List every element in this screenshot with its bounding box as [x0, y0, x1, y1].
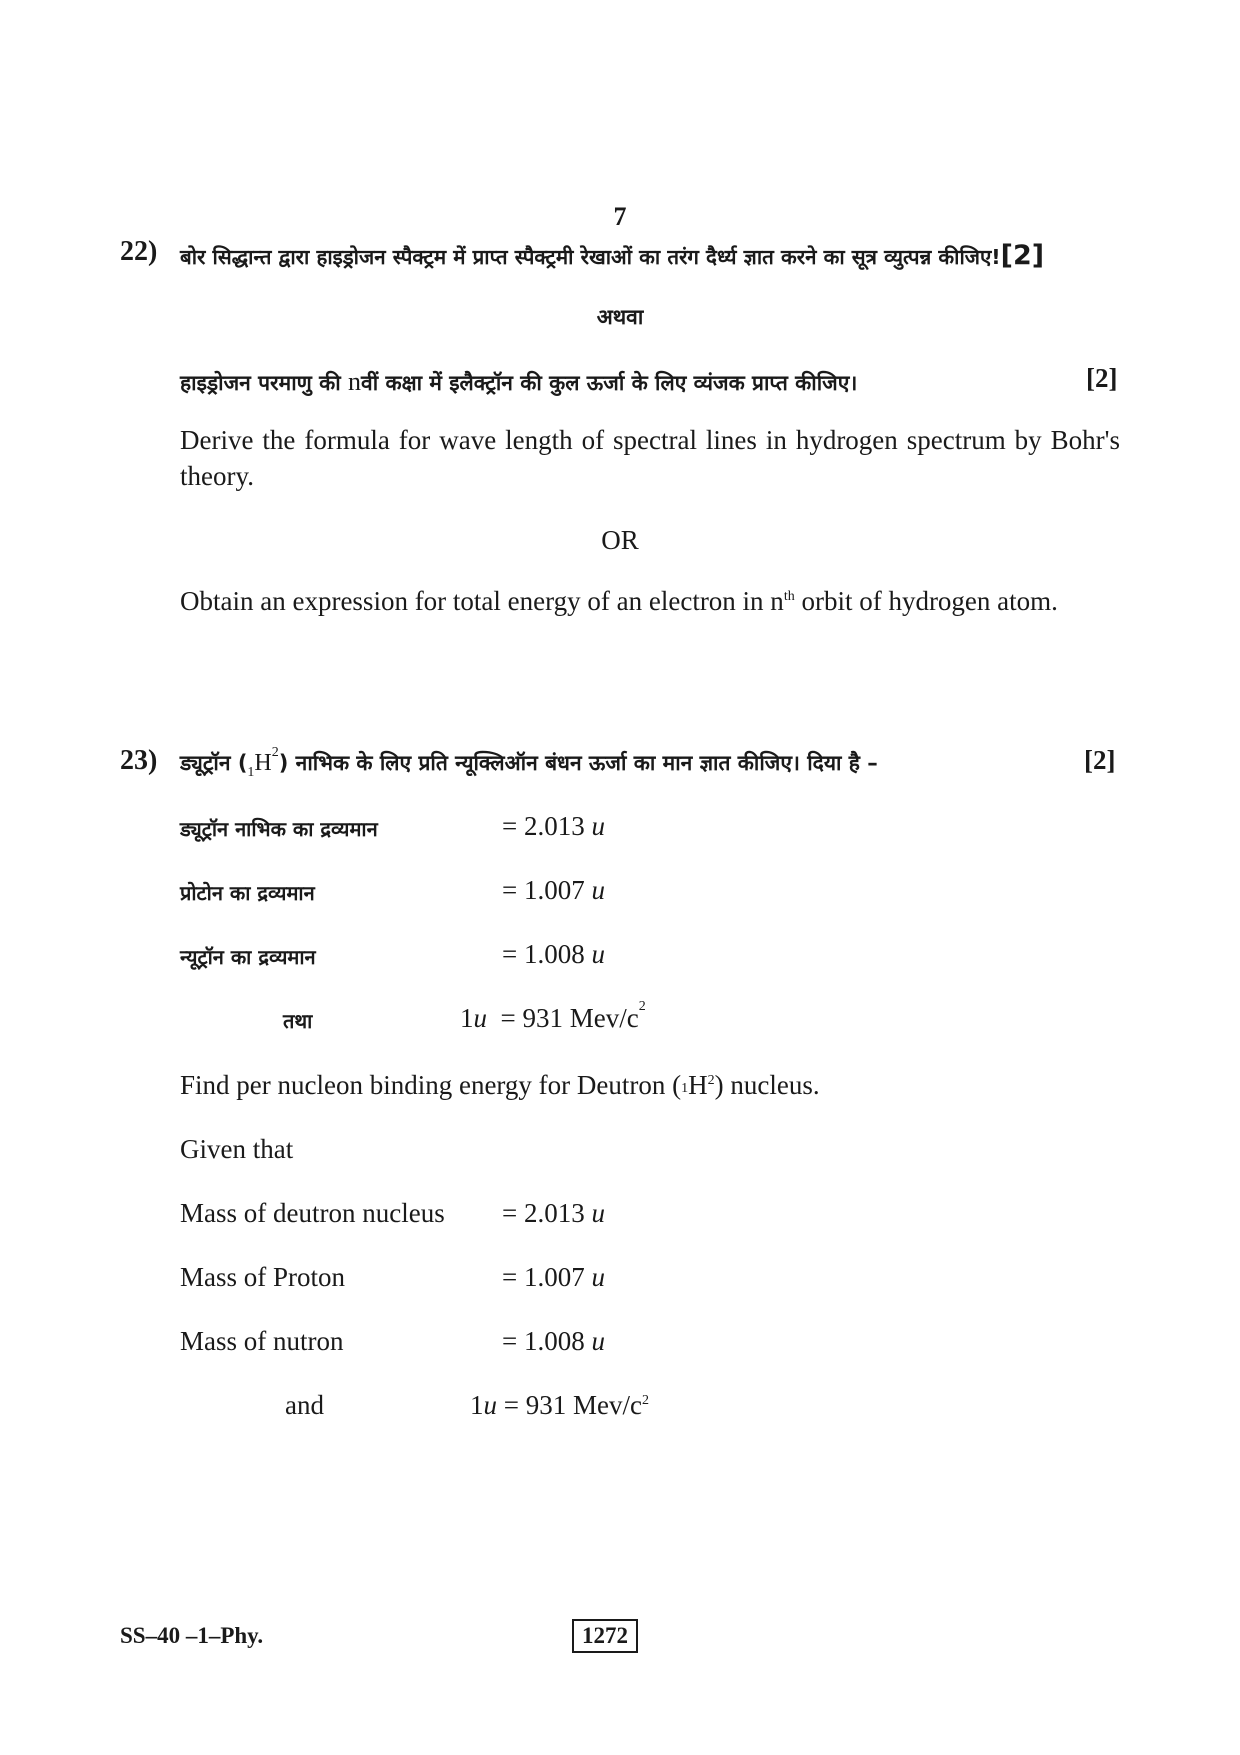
q22-hindi-question: [180, 240, 1180, 271]
q23-en-conv-sup: 2: [641, 1393, 649, 1408]
q23-hi-conv-unit: u: [473, 1003, 487, 1033]
q22-english-alt: [180, 583, 1080, 619]
q23-hi-given-label-1: प्रोटोन का द्रव्यमान: [180, 881, 315, 905]
q23-en-given-label-2: Mass of nutron: [180, 1326, 344, 1356]
page-number: 7: [613, 202, 627, 231]
q23-en-conversion: [470, 1387, 649, 1423]
q23-hi-and: तथा: [283, 1009, 313, 1033]
q23-nuclide: [247, 745, 279, 780]
q22-english-alt-pre: Obtain an expression for total energy of an electron in n: [180, 586, 784, 616]
q22-number: 22): [120, 236, 158, 267]
q23-nuclide-sym: H: [254, 750, 272, 776]
q23-hi-given-num-0: = 2.013: [502, 811, 585, 841]
q22-or-hindi: अथवा: [596, 305, 644, 329]
q23-hi-conv-prefix: 1: [460, 1003, 474, 1033]
q22-english-alt-post: orbit of hydrogen atom.: [794, 586, 1058, 616]
q23-en-conv-value: = 931 Mev/c: [497, 1390, 642, 1420]
q23-hindi-post: ) नाभिक के लिए प्रति न्यूक्लिऑन बंधन ऊर्जा का मान ज्ञात कीजिए। दिया है –: [278, 751, 878, 775]
q22-alt-marks: [2]: [1086, 363, 1118, 393]
q23-en-given-num-2: = 1.008: [502, 1326, 585, 1356]
q23-number: 23): [120, 745, 158, 776]
q23-hi-conv-sup: 2: [638, 999, 646, 1014]
q22-hindi-alt-pre: हाइड्रोजन परमाणु की: [180, 371, 349, 395]
q23-hi-given-num-1: = 1.007: [502, 875, 585, 905]
q23-nuclide-sup: 2: [271, 745, 279, 760]
q23-hi-given-label-2: न्यूट्रॉन का द्रव्यमान: [180, 945, 316, 969]
q23-hi-given-unit-1: u: [591, 875, 605, 905]
q23-hi-conversion: [460, 999, 646, 1034]
q23-english-nuclide-sym: H: [688, 1070, 708, 1100]
q22-english-question: Derive the formula for wave length of spectral lines in hydrogen spectrum by Bohr's theory.: [180, 425, 1120, 491]
q23-hi-given-value-0: [502, 811, 605, 842]
q23-english-post: ) nucleus.: [714, 1070, 820, 1100]
q23-hi-given-value-2: [502, 939, 605, 970]
footer-paper-code: SS–40 –1–Phy.: [120, 1623, 264, 1648]
q23-en-given-label-1: Mass of Proton: [180, 1262, 346, 1292]
q23-hindi-question: [180, 745, 1060, 780]
q23-en-conv-unit: u: [483, 1390, 497, 1420]
q22-marks: [2]: [1000, 240, 1045, 271]
q23-hi-conv-value: = 931 Mev/c: [500, 1003, 639, 1033]
q23-en-given-unit-0: u: [591, 1198, 605, 1228]
q22-or-english: OR: [601, 525, 639, 555]
q23-english-question: [180, 1067, 820, 1103]
q23-en-given-num-0: = 2.013: [502, 1198, 585, 1228]
q23-en-given-unit-2: u: [591, 1326, 605, 1356]
q23-hindi-pre: ड्यूट्रॉन (: [180, 751, 248, 775]
q23-en-and: and: [285, 1390, 324, 1420]
footer-code-box: 1272: [572, 1619, 638, 1653]
q23-english-nuclide-sub: 1: [681, 1081, 689, 1096]
q23-en-given-num-1: = 1.007: [502, 1262, 585, 1292]
q23-hi-given-unit-0: u: [591, 811, 605, 841]
q23-en-conv-prefix: 1: [470, 1390, 484, 1420]
q23-en-given-value-2: [502, 1323, 605, 1359]
q23-en-given-value-1: [502, 1259, 605, 1295]
q23-hi-given-value-1: [502, 875, 605, 906]
q23-en-given-label-0: Mass of deutron nucleus: [180, 1198, 445, 1228]
q23-nuclide-sub: 1: [247, 765, 255, 780]
q23-marks: [2]: [1084, 745, 1116, 775]
q22-hindi-text: बोर सिद्धान्त द्वारा हाइड्रोजन स्पैक्ट्रम में प्राप्त स्पैक्ट्रमी रेखाओं का तरंग दैर्ध्य ज्ञात करने का सूत्र व्युत्पन्न कीजिए!: [180, 245, 1001, 269]
q23-hi-given-num-2: = 1.008: [502, 939, 585, 969]
q22-hindi-alt-n: n: [348, 367, 362, 396]
q22-hindi-alt-post: वीं कक्षा में इलैक्ट्रॉन की कुल ऊर्जा के लिए व्यंजक प्राप्त कीजिए।: [361, 371, 858, 395]
q23-hi-given-label-0: ड्यूट्रॉन नाभिक का द्रव्यमान: [180, 817, 378, 841]
q23-en-given-value-0: [502, 1195, 605, 1231]
q22-hindi-alt: [180, 367, 980, 397]
q23-english-nuclide-sup: 2: [707, 1073, 715, 1088]
q23-english-pre: Find per nucleon binding energy for Deutron (: [180, 1070, 682, 1100]
q23-en-given-unit-1: u: [591, 1262, 605, 1292]
q22-english-alt-sup: th: [783, 589, 795, 604]
q23-given-that: Given that: [180, 1134, 294, 1164]
q23-hi-given-unit-2: u: [591, 939, 605, 969]
